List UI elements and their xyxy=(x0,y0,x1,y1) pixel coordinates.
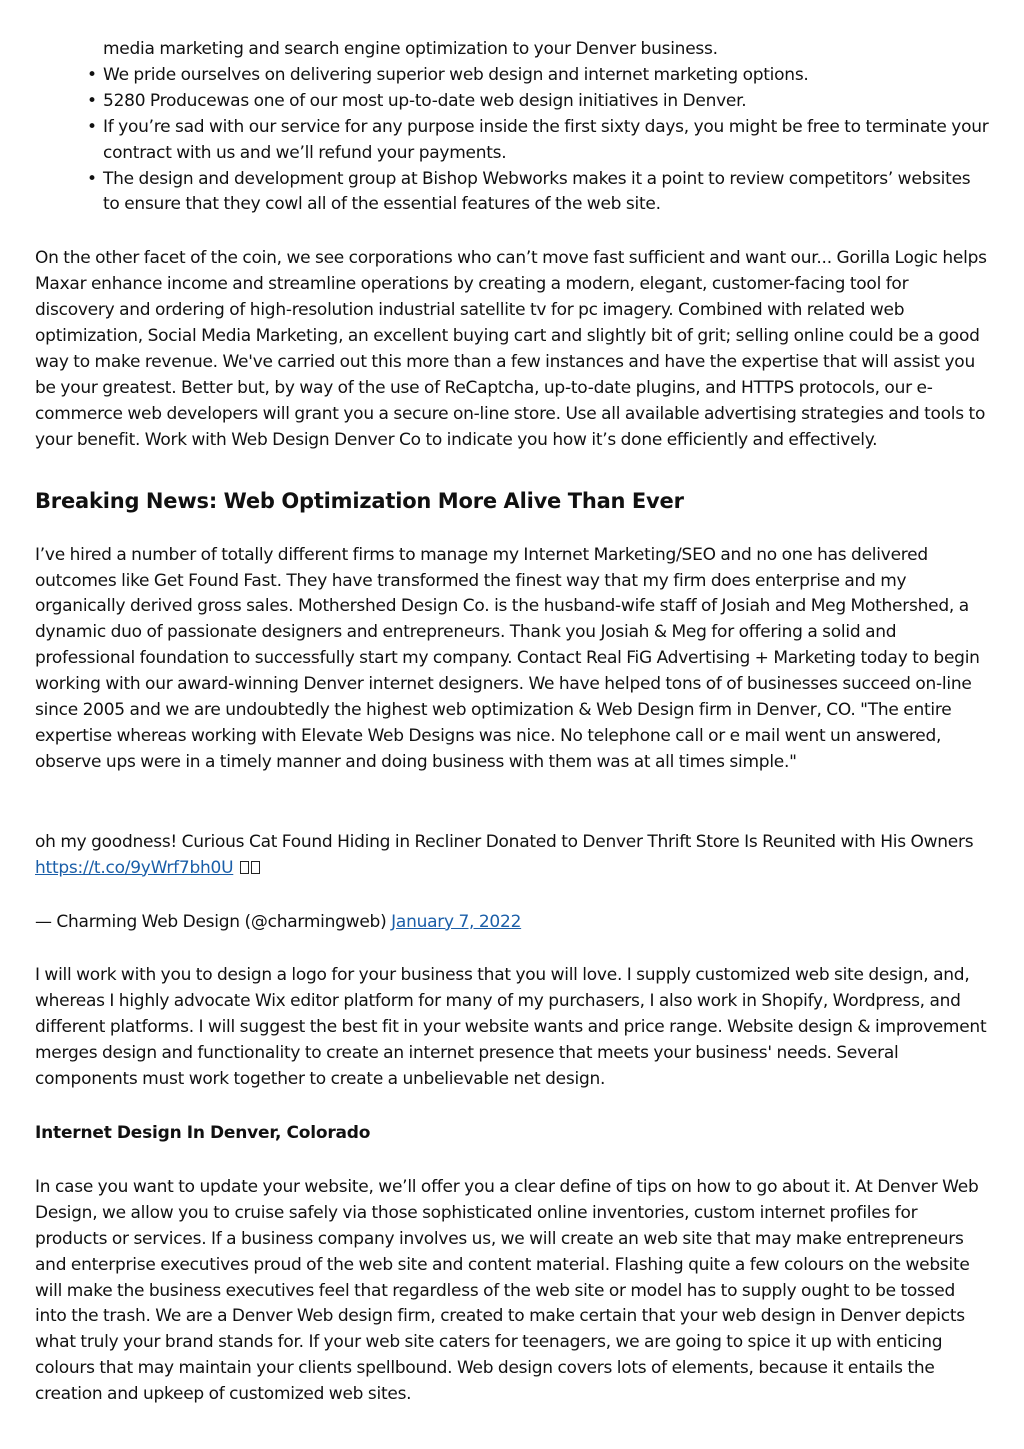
missing-glyph-icon xyxy=(240,861,249,874)
body-paragraph: On the other facet of the coin, we see corporations who can’t move fast sufficient and want our... Gorilla Logic helps Maxar enhance income and streamline operations by creating a modern, elegant, customer-facing tool for discovery and ordering of high-resolution industrial satellite tv for pc imagery. Combined with related web optimization, Social Media Marketing, an excellent buying cart and slightly bit of grit; selling online could be a good way to make revenue. We've carried out this more than a few instances and have the expertise that will assist you be your greatest. Better but, by way of the use of ReCaptcha, up-to-date plugins, and HTTPS protocols, our e-commerce web developers will grant you a secure on-line store. Use all available advertising strategies and tools to your benefit. Work with Web Design Denver Co to indicate you how it’s done efficiently and effectively. xyxy=(35,248,987,450)
bullet-item: • 5280 Producewas one of our most up-to-date web design initiatives in Denver. xyxy=(103,89,990,115)
body-paragraph: I’ve hired a number of totally different firms to manage my Internet Marketing/SEO and no one has delivered outcomes like Get Found Fast. They have transformed the finest way that my firm does enterprise and my organically derived gross sales. Mothershed Design Co. is the husband-wife staff of Josiah and Meg Mothershed, a dynamic duo of passionate designers and entrepreneurs. Thank you Josiah & Meg for offering a solid and professional foundation to successfully start my company. Contact Real FiG Advertising + Marketing today to begin working with our award-winning Denver internet designers. We have helped tons of of businesses succeed on-line since 2005 and we are undoubtedly the highest web optimization & Web Design firm in Denver, CO. "The entire expertise whereas working with Elevate Web Designs was nice. No telephone call or e mail went un answered, observe ups were in a timely manner and doing business with them was at all times simple." xyxy=(35,544,980,772)
list-continuation-text: media marketing and search engine optimization to your Denver business. xyxy=(103,39,718,59)
bullet-item: • We pride ourselves on delivering superior web design and internet marketing options. xyxy=(103,63,990,89)
bullet-item: • If you’re sad with our service for any purpose inside the first sixty days, you might be free to terminate your contract with us and we’ll refund your payments. xyxy=(103,115,990,167)
body-paragraph: I will work with you to design a logo for your business that you will love. I supply customized web site design, and, whereas I highly advocate Wix editor platform for many of my purchasers, I also work in Shopify, Wordpress, and different platforms. I will suggest the best fit in your website wants and price range. Website design & improvement merges design and functionality to create an internet presence that meets your business' needs. Several components must work together to create a unbelievable net design. xyxy=(35,965,987,1090)
feature-bullet-list xyxy=(35,63,990,218)
embedded-tweet-text xyxy=(35,830,990,882)
tweet-date-link[interactable]: January 7, 2022 xyxy=(391,911,522,932)
tweet-body: oh my goodness! Curious Cat Found Hiding in Recliner Donated to Denver Thrift Store Is Reunited with His Owners xyxy=(35,831,974,852)
tweet-author: — Charming Web Design (@charmingweb) xyxy=(35,911,387,932)
subsection-heading: Internet Design In Denver, Colorado xyxy=(35,1123,371,1143)
section-heading: Breaking News: Web Optimization More Alive Than Ever xyxy=(35,488,684,513)
spacer xyxy=(35,776,990,830)
tweet-link[interactable]: https://t.co/9yWrf7bh0U xyxy=(35,857,234,878)
missing-glyph-icon xyxy=(251,861,260,874)
tweet-attribution xyxy=(35,910,990,936)
body-paragraph: In case you want to update your website, we’ll offer you a clear define of tips on how to go about it. At Denver Web Design, we allow you to cruise safely via those sophisticated online inventories, custom internet profiles for products or services. If a business company involves us, we will create an web site that may make entrepreneurs and enterprise executives proud of the web site and content material. Flashing quite a few colours on the website will make the business executives feel that regardless of the web site or model has to supply ought to be tossed into the trash. We are a Denver Web design firm, created to make certain that your web design in Denver depicts what truly your brand stands for. If your web site caters for teenagers, we are going to spice it up with enticing colours that may maintain your clients spellbound. Web design covers lots of elements, because it entails the creation and upkeep of customized web sites. xyxy=(35,1176,979,1405)
bullet-item: • The design and development group at Bishop Webworks makes it a point to review competitors’ websites to ensure that they cowl all of the essential features of the web site. xyxy=(103,167,990,219)
